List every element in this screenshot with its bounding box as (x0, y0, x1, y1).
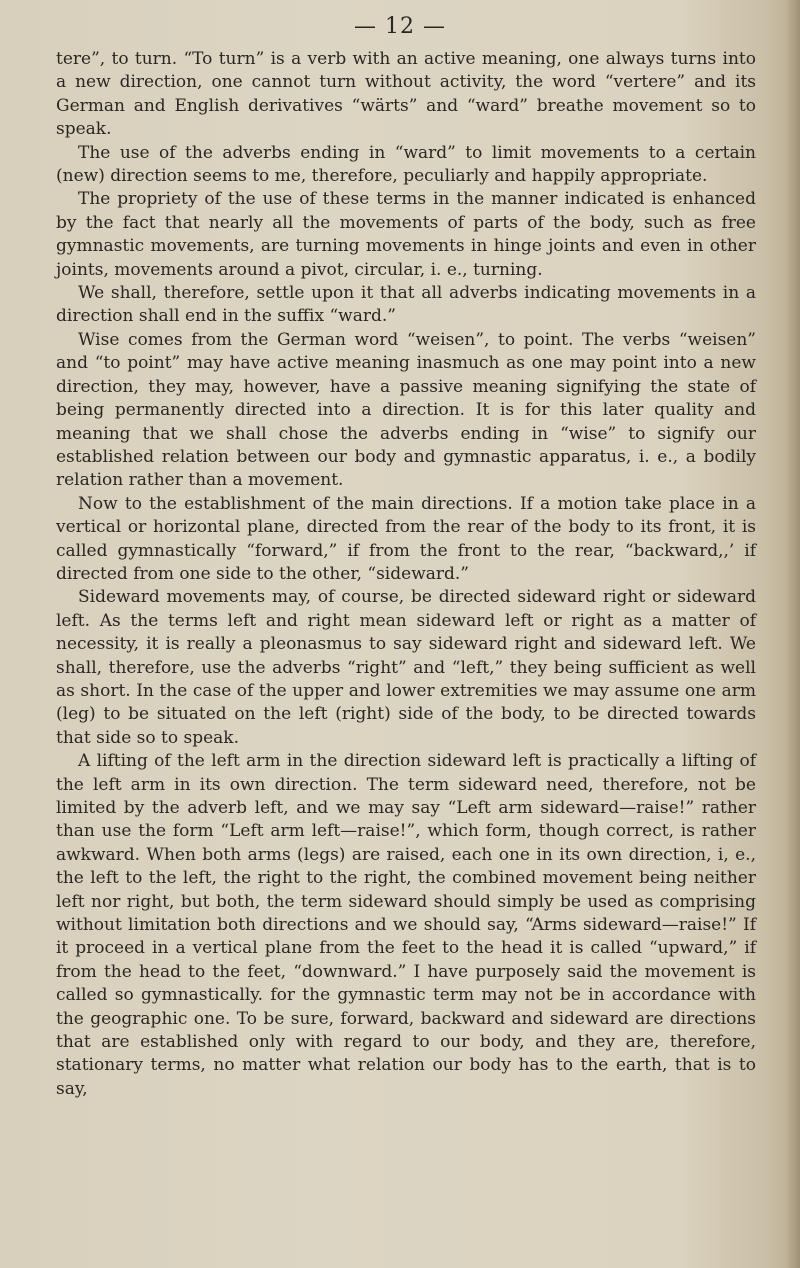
paragraph-4: We shall, therefore, settle upon it that all adverbs indicating movements in a direction shall end in the suffix “ward.” (56, 283, 756, 327)
paragraph-6: Now to the establishment of the main directions. If a motion take place in a vertical or horizontal plane, directed from the rear of the body to its front, it is called gymnastically “forward,” if from the front to the rear, “backward,,’ if directed from one side to the other, “sideward.” (56, 493, 756, 584)
body-text (56, 48, 756, 1101)
page-edge-shadow (786, 0, 800, 1268)
paragraph-5: Wise comes from the German word “weisen”, to point. The verbs “weisen” and “to point” may have active meaning inasmuch as one may point into a new direction, they may, however, have a passive meaning signifying the state of being permanently directed into a direction. It is for this later quality and meaning that we shall chose the adverbs ending in “wise” to signify our established relation between our body and gymnastic apparatus, i. e., a bodily relation rather than a movement. (56, 329, 756, 491)
page-number: — 12 — (354, 14, 446, 39)
paragraph-2: The use of the adverbs ending in “ward” to limit movements to a certain (new) direction seems to me, therefore, peculiarly and happily appropriate. (56, 142, 756, 187)
paragraph-3: The propriety of the use of these terms in the manner indicated is enhanced by the fact that nearly all the movements of parts of the body, such as free gymnastic movements, are turning movements in hinge joints and even in other joints, movements around a pivot, circular, i. e., turning. (56, 189, 756, 280)
paragraph-7: Sideward movements may, of course, be directed sideward right or sideward left. As the terms left and right mean sideward left or right as a matter of necessity, it is really a pleonasmus to say sideward right and sideward left. We shall, therefore, use the adverbs “right” and “left,” they being sufficient as well as short. In the case of the upper and lower extremities we may assume one arm (leg) to be situated on the left (right) side of the body, to be directed towards that side so to speak. (56, 587, 756, 748)
paragraph-1: tere”, to turn. “To turn” is a verb with an active meaning, one always turns into a new direction, one cannot turn without activity, the word “vertere” and its German and English derivatives “wärts” and “ward” breathe movement so to speak. (56, 49, 756, 140)
paragraph-8: A lifting of the left arm in the direction sideward left is practically a lifting of the left arm in its own direction. The term sideward need, therefore, not be limited by the adverb left, and we may say “Left arm sideward—raise!” rather than use the form “Left arm left—raise!”, which form, though correct, is rather awkward. When both arms (legs) are raised, each one in its own direction, i, e., the left to the left, the right to the right, the combined movement being neither left nor right, but both, the term sideward should simply be used as comprising without limitation both directions and we should say, “Arms sideward—raise!” If it proceed in a vertical plane from the feet to the head it is called “upward,” if from the head to the feet, “downward.” I have purposely said the movement is called so gymnastically. for the gymnastic term may not be in accordance with the geographic one. To be sure, forward, backward and sideward are directions that are established only with regard to our body, and they are, therefore, stationary terms, no matter what relation our body has to the earth, that is to say, (56, 751, 756, 1099)
